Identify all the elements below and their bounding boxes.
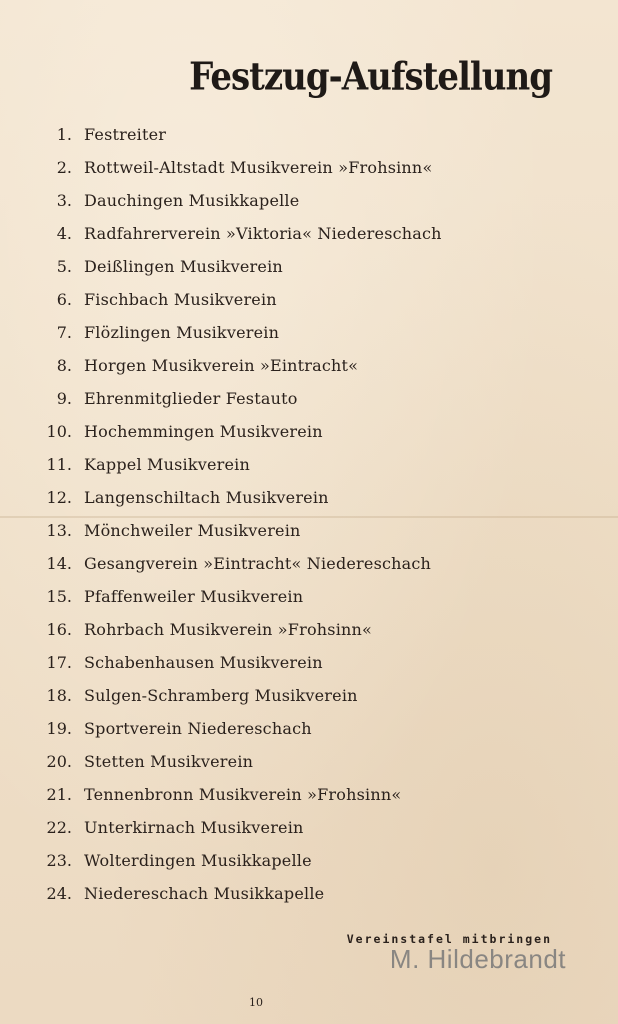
item-name: Stetten Musikverein bbox=[84, 752, 254, 771]
item-name: Fischbach Musikverein bbox=[84, 290, 277, 309]
list-item bbox=[0, 316, 618, 349]
list-item bbox=[0, 184, 618, 217]
item-number: 12. bbox=[46, 488, 72, 507]
list-item bbox=[0, 613, 618, 646]
list-item bbox=[0, 349, 618, 382]
list-item bbox=[0, 250, 618, 283]
item-name: Tennenbronn Musikverein »Frohsinn« bbox=[84, 785, 402, 804]
list-item bbox=[0, 448, 618, 481]
list-item bbox=[0, 811, 618, 844]
list-item bbox=[0, 283, 618, 316]
item-name: Unterkirnach Musikverein bbox=[84, 818, 304, 837]
item-name: Wolterdingen Musikkapelle bbox=[84, 851, 312, 870]
item-number: 16. bbox=[46, 620, 72, 639]
item-number: 24. bbox=[46, 884, 72, 903]
list-item bbox=[0, 118, 618, 151]
item-number: 1. bbox=[56, 125, 72, 144]
item-number: 21. bbox=[46, 785, 72, 804]
item-name: Flözlingen Musikverein bbox=[84, 323, 280, 342]
list-item bbox=[0, 844, 618, 877]
item-name: Langenschiltach Musikverein bbox=[84, 488, 329, 507]
page-number: 10 bbox=[249, 996, 263, 1009]
item-name: Festreiter bbox=[84, 125, 167, 144]
list-item bbox=[0, 745, 618, 778]
list-item bbox=[0, 580, 618, 613]
item-number: 11. bbox=[46, 455, 72, 474]
item-name: Deißlingen Musikverein bbox=[84, 257, 283, 276]
item-number: 8. bbox=[56, 356, 72, 375]
item-number: 14. bbox=[46, 554, 72, 573]
item-number: 5. bbox=[56, 257, 72, 276]
item-number: 10. bbox=[46, 422, 72, 441]
list-item bbox=[0, 778, 618, 811]
item-number: 9. bbox=[56, 389, 72, 408]
list-item bbox=[0, 712, 618, 745]
item-name: Kappel Musikverein bbox=[84, 455, 251, 474]
item-number: 22. bbox=[46, 818, 72, 837]
list-item bbox=[0, 547, 618, 580]
procession-list bbox=[0, 118, 618, 910]
item-number: 3. bbox=[56, 191, 72, 210]
item-number: 23. bbox=[46, 851, 72, 870]
watermark: M. Hildebrandt bbox=[389, 944, 566, 974]
item-name: Gesangverein »Eintracht« Niedereschach bbox=[84, 554, 432, 573]
item-name: Sulgen-Schramberg Musikverein bbox=[84, 686, 358, 705]
item-name: Horgen Musikverein »Eintracht« bbox=[84, 356, 359, 375]
item-name: Rottweil-Altstadt Musikverein »Frohsinn« bbox=[84, 158, 433, 177]
item-name: Niedereschach Musikkapelle bbox=[84, 884, 325, 903]
item-number: 17. bbox=[46, 653, 72, 672]
item-name: Pfaffenweiler Musikverein bbox=[84, 587, 304, 606]
item-number: 2. bbox=[56, 158, 72, 177]
item-number: 15. bbox=[46, 587, 72, 606]
list-item bbox=[0, 514, 618, 547]
item-number: 18. bbox=[46, 686, 72, 705]
list-item bbox=[0, 481, 618, 514]
list-item bbox=[0, 877, 618, 910]
item-number: 6. bbox=[56, 290, 72, 309]
list-item bbox=[0, 382, 618, 415]
list-item bbox=[0, 151, 618, 184]
item-name: Dauchingen Musikkapelle bbox=[84, 191, 300, 210]
item-number: 7. bbox=[56, 323, 72, 342]
item-name: Hochemmingen Musikverein bbox=[84, 422, 323, 441]
list-item bbox=[0, 415, 618, 448]
item-name: Rohrbach Musikverein »Frohsinn« bbox=[84, 620, 373, 639]
item-name: Mönchweiler Musikverein bbox=[84, 521, 301, 540]
item-name: Schabenhausen Musikverein bbox=[84, 653, 323, 672]
list-item bbox=[0, 646, 618, 679]
item-number: 13. bbox=[46, 521, 72, 540]
item-number: 19. bbox=[46, 719, 72, 738]
item-name: Sportverein Niedereschach bbox=[84, 719, 312, 738]
item-number: 4. bbox=[56, 224, 72, 243]
list-item bbox=[0, 217, 618, 250]
page-title: Festzug-Aufstellung bbox=[189, 54, 552, 100]
item-number: 20. bbox=[46, 752, 72, 771]
footnote: Vereinstafel mitbringen bbox=[346, 932, 552, 946]
item-name: Radfahrerverein »Viktoria« Niedereschach bbox=[84, 224, 442, 243]
list-item bbox=[0, 679, 618, 712]
item-name: Ehrenmitglieder Festauto bbox=[84, 389, 298, 408]
